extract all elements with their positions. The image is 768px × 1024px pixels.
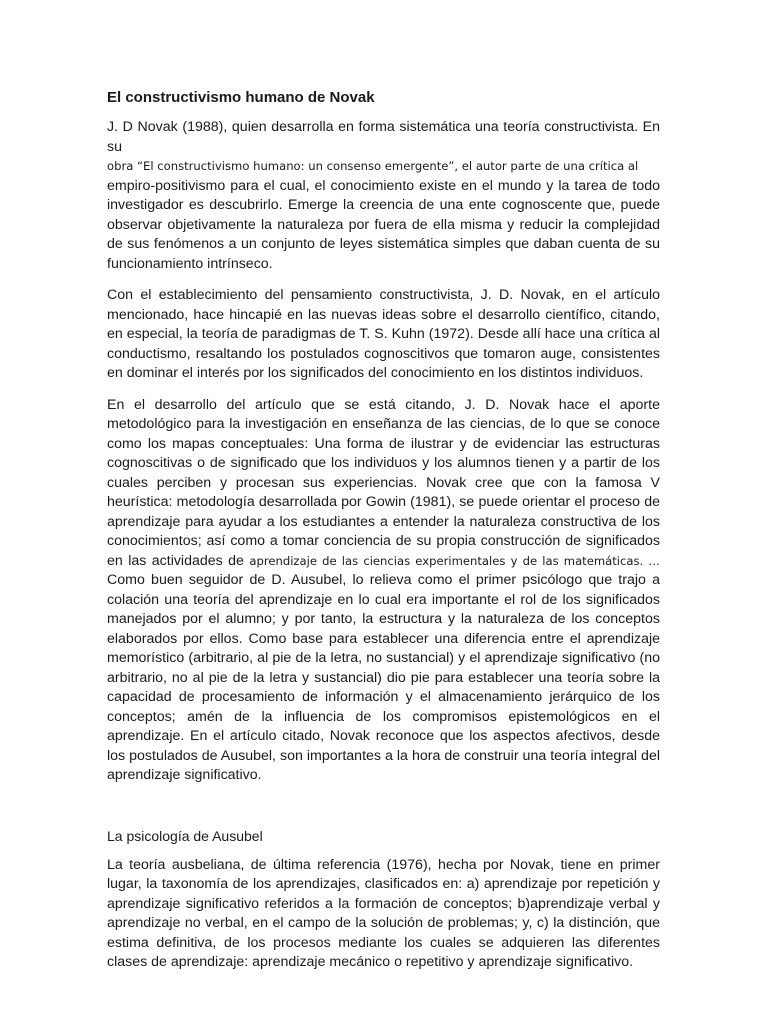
section-title-novak: El constructivismo humano de Novak	[107, 89, 375, 106]
paragraph-constructivist-thought: Con el establecimiento del pensamiento constructivista, J. D. Novak, en el artículo mencionado, hace hincapié en las nuevas ideas sobre el desarrollo científico, citando, en especial, la teoría de paradigmas de T. S. Kuhn (1972). Desde allí hace una crítica al conductismo, resaltando los postulados cognoscitivos que tomaron auge, consistentes en dominar el interés por los significados del conocimiento en los distintos individuos.	[107, 287, 660, 381]
paragraph-text: Como buen seguidor de D. Ausubel, lo relieva como el primer psicólogo que trajo a colación una teoría del aprendizaje en lo cual era importante el rol de los significados manejados por el alumno; y por tanto, la estructura y la naturaleza de los conceptos elaborados por ellos. Como base para establecer una diferencia entre el aprendizaje memorístico (arbitrario, al pie de la letra, no sustancial) y el aprendizaje significativo (no arbitrario, no al pie de la letra y sustancial) dio pie para establecer una teoría sobre la capacidad de procesamiento de información y el almacenamiento jerárquico de los conceptos; amén de la influencia de los compromisos epistemológicos en el aprendizaje. En el artículo citado, Novak reconoce que los aspectos afectivos, desde los postulados de Ausubel, son importantes a la hora de construir una teoría integral del aprendizaje significativo.	[107, 572, 660, 783]
paragraph-text: En el desarrollo del artículo que se está citando, J. D. Novak hace el aporte metodológico para la investigación en enseñanza de las ciencias, de lo que se conoce como los mapas conceptuales: Una forma de ilustrar y de evidenciar las estructuras cognoscitivas o de significado que los individuos y los alumnos tienen y a partir de los cuales perciben y procesan sus experiencias. Novak cree que con la famosa V heurística: metodología desarrollada por Gowin (1981), se puede orientar el proceso de aprendizaje para ayudar a los estudiantes a entender la naturaleza constructiva de los conocimientos; así como a tomar conciencia de su propia construcción de significados en las actividades de	[107, 396, 660, 569]
paragraph-text-alt-font: aprendizaje de las ciencias experimentales y de las matemáticas. …	[249, 553, 660, 568]
paragraph-ausubel-theory: La teoría ausbeliana, de última referencia (1976), hecha por Novak, tiene en primer lugar, la taxonomía de los aprendizajes, clasificados en: a) aprendizaje por repetición y aprendizaje significativo referidos a la formación de conceptos; b)aprendizaje verbal y aprendizaje no verbal, en el campo de la solución de problemas; y, c) la distinción, que estima definitiva, de los procesos mediante los cuales se adquieren las diferentes clases de aprendizaje: aprendizaje mecánico o repetitivo y aprendizaje significativo.	[107, 856, 660, 970]
paragraph-text-alt-font: obra “El constructivismo humano: un consenso emergente”, el autor parte de una crítica al	[107, 159, 639, 173]
paragraph-text: empiro-positivismo para el cual, el conocimiento existe en el mundo y la tarea de todo investigador es descubrirlo. Emerge la creencia de una ente cognoscente que, puede observar objetivamente la naturaleza por fuera de ella misma y reducir la complejidad de sus fenómenos a un conjunto de leyes sistemática simples que daban cuenta de su funcionamiento intrínseco.	[107, 177, 660, 272]
paragraph-novak-intro	[107, 118, 660, 274]
document-page	[107, 88, 660, 985]
paragraph-concept-maps	[107, 396, 660, 786]
section-title-ausubel: La psicología de Ausubel	[107, 827, 263, 844]
section-gap	[107, 798, 660, 826]
paragraph-text: J. D Novak (1988), quien desarrolla en forma sistemática una teoría constructivista. En su	[107, 119, 660, 155]
